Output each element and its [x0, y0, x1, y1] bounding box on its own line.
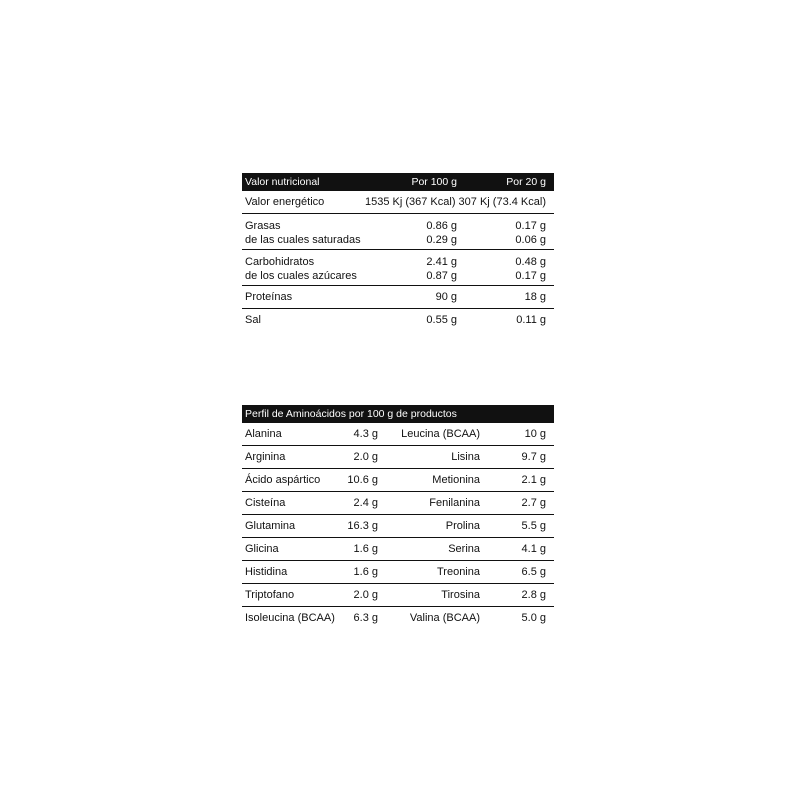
amino-right-name: Tirosina — [441, 589, 480, 601]
energy-row — [242, 191, 554, 214]
amino-right-name: Treonina — [436, 566, 480, 578]
carbs-label: Carbohidratos — [245, 256, 315, 268]
amino-right-name: Metionina — [432, 474, 480, 486]
amino-right-value: 5.5 g — [521, 520, 546, 532]
salt-row — [242, 309, 554, 331]
protein-row — [242, 286, 554, 309]
amino-left-value: 2.0 g — [353, 451, 378, 463]
carbs-per20: 0.48 g — [515, 256, 546, 268]
amino-left-name: Arginina — [245, 451, 286, 463]
carbs-per100: 2.41 g — [426, 256, 457, 268]
amino-right-value: 4.1 g — [521, 543, 546, 555]
amino-left-name: Triptofano — [245, 589, 295, 601]
amino-right-value: 2.8 g — [521, 589, 546, 601]
amino-row — [242, 446, 554, 469]
fats-row — [242, 214, 554, 250]
amino-table — [242, 405, 554, 629]
saturated-label: de las cuales saturadas — [245, 234, 361, 246]
amino-row — [242, 561, 554, 584]
amino-right-name: Valina (BCAA) — [409, 612, 480, 624]
amino-right-name: Lisina — [451, 451, 480, 463]
amino-row — [242, 538, 554, 561]
protein-per100: 90 g — [435, 291, 457, 303]
amino-right-value: 9.7 g — [521, 451, 546, 463]
salt-label: Sal — [245, 314, 261, 326]
amino-left-value: 6.3 g — [353, 612, 378, 624]
amino-right-value: 2.1 g — [521, 474, 546, 486]
amino-row — [242, 492, 554, 515]
salt-per20: 0.11 g — [516, 314, 546, 326]
amino-row — [242, 515, 554, 538]
saturated-per20: 0.06 g — [515, 234, 546, 246]
amino-right-value: 2.7 g — [521, 497, 546, 509]
energy-value: 1535 Kj (367 Kcal) 307 Kj (73.4 Kcal) — [365, 196, 546, 208]
amino-right-name: Serina — [448, 543, 480, 555]
fats-label: Grasas — [245, 220, 281, 232]
amino-header — [242, 405, 554, 423]
amino-right-name: Fenilanina — [429, 497, 480, 509]
amino-row — [242, 469, 554, 492]
amino-left-value: 4.3 g — [353, 428, 378, 440]
amino-left-name: Glicina — [245, 543, 279, 555]
saturated-per100: 0.29 g — [426, 234, 457, 246]
energy-label: Valor energético — [245, 196, 325, 208]
nutrition-header-label: Valor nutricional — [245, 176, 320, 188]
amino-left-value: 2.4 g — [353, 497, 378, 509]
amino-left-name: Glutamina — [245, 520, 296, 532]
fats-per100: 0.86 g — [426, 220, 457, 232]
amino-right-name: Leucina (BCAA) — [401, 428, 480, 440]
amino-left-name: Ácido aspártico — [245, 474, 321, 486]
amino-right-name: Prolina — [445, 520, 480, 532]
amino-left-value: 1.6 g — [353, 543, 378, 555]
fats-per20: 0.17 g — [515, 220, 546, 232]
carbs-row — [242, 250, 554, 286]
amino-right-value: 6.5 g — [521, 566, 546, 578]
amino-right-value: 10 g — [524, 428, 546, 440]
nutrition-header-per100: Por 100 g — [411, 176, 457, 188]
amino-left-name: Isoleucina (BCAA) — [245, 612, 335, 624]
protein-per20: 18 g — [524, 291, 546, 303]
nutrition-header — [242, 173, 554, 191]
salt-per100: 0.55 g — [426, 314, 457, 326]
amino-left-name: Histidina — [245, 566, 288, 578]
amino-right-value: 5.0 g — [521, 612, 546, 624]
amino-rows — [242, 423, 554, 629]
sugars-per20: 0.17 g — [515, 270, 546, 282]
amino-left-name: Alanina — [245, 428, 282, 440]
nutrition-table — [242, 173, 554, 331]
amino-header-label: Perfil de Aminoácidos por 100 g de productos — [245, 408, 457, 420]
sugars-per100: 0.87 g — [426, 270, 457, 282]
protein-label: Proteínas — [245, 291, 293, 303]
amino-left-value: 16.3 g — [347, 520, 378, 532]
amino-left-value: 1.6 g — [353, 566, 378, 578]
amino-row — [242, 584, 554, 607]
amino-left-value: 2.0 g — [353, 589, 378, 601]
amino-left-value: 10.6 g — [347, 474, 378, 486]
amino-left-name: Cisteína — [245, 497, 286, 509]
amino-row — [242, 607, 554, 629]
amino-row — [242, 423, 554, 446]
sugars-label: de los cuales azúcares — [245, 270, 357, 282]
nutrition-header-per20: Por 20 g — [506, 176, 546, 188]
